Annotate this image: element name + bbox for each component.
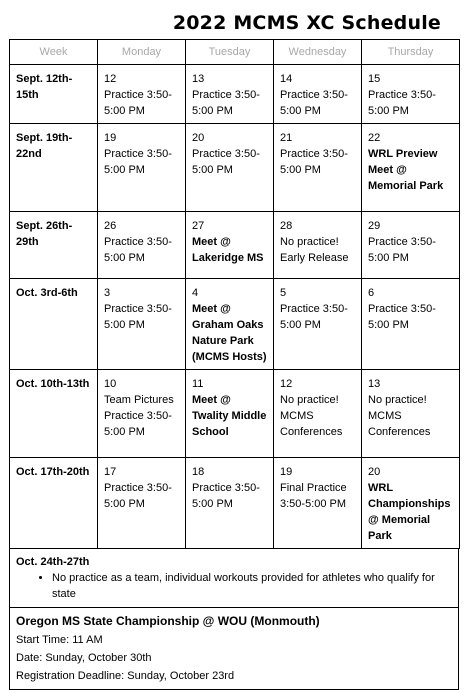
schedule-row xyxy=(10,370,460,458)
day-date: 14 xyxy=(280,73,293,85)
practice-text: No practice! xyxy=(280,236,339,248)
day-cell xyxy=(274,124,362,212)
day-date: 4 xyxy=(192,287,199,299)
day-cell xyxy=(98,370,186,458)
day-date: 12 xyxy=(280,378,293,390)
day-cell xyxy=(98,458,186,549)
week-label: Oct. 10th-13th xyxy=(10,370,98,458)
practice-text: Practice 3:50-5:00 PM xyxy=(368,236,436,264)
practice-text: Practice 3:50-5:00 PM xyxy=(104,148,172,176)
day-date: 13 xyxy=(192,73,205,85)
practice-text: Practice 3:50-5:00 PM xyxy=(104,410,172,438)
final-week-label: Oct. 24th-27th xyxy=(16,556,90,568)
header-thursday: Thursday xyxy=(362,40,460,65)
practice-text: Practice 3:50-5:00 PM xyxy=(104,303,172,331)
day-cell xyxy=(274,65,362,124)
final-week-cell xyxy=(10,549,459,608)
championship-cell xyxy=(10,608,459,690)
day-cell xyxy=(98,212,186,279)
day-cell xyxy=(362,65,460,124)
week-label: Sept. 12th-15th xyxy=(10,65,98,124)
practice-text: Practice 3:50-5:00 PM xyxy=(192,89,260,117)
header-row xyxy=(10,40,460,65)
event-text: Meet @ Graham Oaks Nature Park (MCMS Hosts) xyxy=(192,303,267,363)
schedule-table xyxy=(9,39,460,549)
championship-start-time: Start Time: 11 AM xyxy=(16,634,103,646)
day-date: 15 xyxy=(368,73,381,85)
practice-text: Practice 3:50-5:00 PM xyxy=(104,236,172,264)
event-text: Meet @ Twality Middle School xyxy=(192,394,267,438)
day-date: 19 xyxy=(280,466,293,478)
practice-text: No practice! MCMS Conferences xyxy=(368,394,431,438)
header-tuesday: Tuesday xyxy=(186,40,274,65)
day-date: 20 xyxy=(192,132,205,144)
header-monday: Monday xyxy=(98,40,186,65)
day-cell xyxy=(98,279,186,370)
practice-text: Final Practice 3:50-5:00 PM xyxy=(280,482,347,510)
day-cell xyxy=(186,124,274,212)
day-date: 20 xyxy=(368,466,381,478)
day-cell xyxy=(274,279,362,370)
practice-text: Practice 3:50-5:00 PM xyxy=(192,148,260,176)
header-week: Week xyxy=(10,40,98,65)
day-date: 26 xyxy=(104,220,117,232)
final-week-list xyxy=(16,570,452,602)
day-date: 5 xyxy=(280,287,287,299)
week-label: Sept. 19th-22nd xyxy=(10,124,98,212)
day-cell xyxy=(186,458,274,549)
day-date: 27 xyxy=(192,220,205,232)
practice-text: Practice 3:50-5:00 PM xyxy=(368,303,436,331)
practice-text: Early Release xyxy=(280,252,349,264)
day-date: 17 xyxy=(104,466,117,478)
practice-text: Practice 3:50-5:00 PM xyxy=(280,303,348,331)
championship-row xyxy=(10,608,459,690)
event-text: WRL Championships @ Memorial Park xyxy=(368,482,451,542)
practice-text: Practice 3:50-5:00 PM xyxy=(368,89,436,117)
schedule-row xyxy=(10,65,460,124)
day-date: 13 xyxy=(368,378,381,390)
practice-text: Practice 3:50-5:00 PM xyxy=(192,482,260,510)
week-label: Oct. 3rd-6th xyxy=(10,279,98,370)
day-date: 10 xyxy=(104,378,117,390)
day-date: 12 xyxy=(104,73,117,85)
day-cell xyxy=(186,370,274,458)
day-cell xyxy=(362,279,460,370)
championship-date: Date: Sunday, October 30th xyxy=(16,652,152,664)
practice-text: Practice 3:50-5:00 PM xyxy=(280,89,348,117)
practice-text: Team Pictures xyxy=(104,394,174,406)
day-cell xyxy=(274,212,362,279)
day-date: 11 xyxy=(192,378,204,390)
championship-title: Oregon MS State Championship @ WOU (Monmouth) xyxy=(16,614,320,628)
practice-text: No practice! MCMS Conferences xyxy=(280,394,343,438)
final-week-row xyxy=(10,549,459,608)
day-cell xyxy=(186,279,274,370)
week-label: Oct. 17th-20th xyxy=(10,458,98,549)
practice-text: Practice 3:50-5:00 PM xyxy=(280,148,348,176)
day-date: 19 xyxy=(104,132,117,144)
day-date: 22 xyxy=(368,132,381,144)
day-cell xyxy=(274,370,362,458)
schedule-title-bar xyxy=(0,12,465,38)
day-cell xyxy=(274,458,362,549)
day-date: 29 xyxy=(368,220,381,232)
day-date: 21 xyxy=(280,132,293,144)
day-cell xyxy=(186,212,274,279)
schedule-title: 2022 MCMS XC Schedule xyxy=(172,12,441,34)
day-cell xyxy=(362,124,460,212)
day-date: 28 xyxy=(280,220,293,232)
week-label: Sept. 26th-29th xyxy=(10,212,98,279)
day-date: 3 xyxy=(104,287,111,299)
schedule-row xyxy=(10,458,460,549)
day-cell xyxy=(362,370,460,458)
final-week-note: • No practice as a team, individual workouts provided for athletes who qualify for state xyxy=(52,570,452,602)
day-date: 18 xyxy=(192,466,205,478)
event-text: WRL Preview Meet @ Memorial Park xyxy=(368,148,444,192)
event-text: Meet @ Lakeridge MS xyxy=(192,236,264,264)
footer-table xyxy=(9,548,459,690)
header-wednesday: Wednesday xyxy=(274,40,362,65)
schedule-row xyxy=(10,279,460,370)
practice-text: Practice 3:50-5:00 PM xyxy=(104,482,172,510)
schedule-row xyxy=(10,124,460,212)
day-date: 6 xyxy=(368,287,375,299)
day-cell xyxy=(362,212,460,279)
day-cell xyxy=(98,124,186,212)
schedule-row xyxy=(10,212,460,279)
championship-registration: Registration Deadline: Sunday, October 23rd xyxy=(16,670,235,682)
day-cell xyxy=(362,458,460,549)
day-cell xyxy=(98,65,186,124)
practice-text: Practice 3:50-5:00 PM xyxy=(104,89,172,117)
day-cell xyxy=(186,65,274,124)
